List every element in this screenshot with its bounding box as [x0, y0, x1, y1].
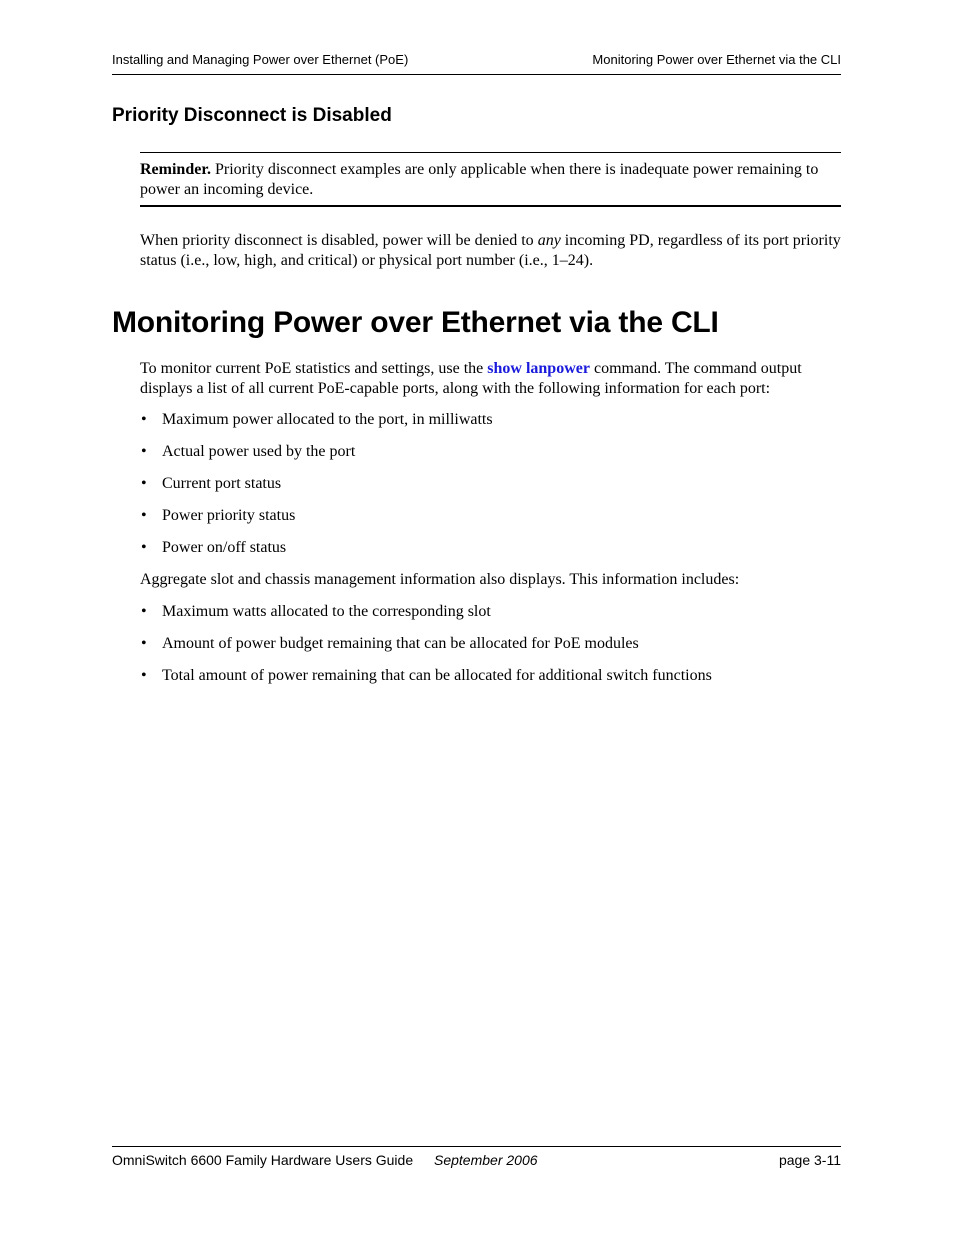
bullet-icon: •: [141, 667, 147, 684]
list-item: [140, 538, 841, 570]
paragraph-emphasis: any: [537, 232, 561, 249]
bullet-icon: •: [141, 603, 147, 620]
footer-date: September 2006: [434, 1152, 538, 1168]
monitoring-intro-paragraph: [140, 359, 841, 398]
list-item: [140, 666, 841, 698]
paragraph-text: When priority disconnect is disabled, power will be denied to: [140, 232, 538, 249]
running-header: [112, 52, 841, 75]
paragraph-text: incoming PD, regardless of its port priority status (i.e., low, high, and critical) or physical port number (i.e., 1–24).: [140, 232, 841, 269]
running-footer: [112, 1146, 841, 1177]
list-item-text: Amount of power budget remaining that can be allocated for PoE modules: [162, 635, 639, 652]
header-chapter-title: Installing and Managing Power over Ethernet (PoE): [112, 52, 409, 67]
bullet-icon: •: [141, 443, 147, 460]
list-item-text: Maximum watts allocated to the corresponding slot: [162, 603, 491, 620]
footer-guide-title: OmniSwitch 6600 Family Hardware Users Guide: [112, 1152, 414, 1168]
section-heading-priority-disconnect: Priority Disconnect is Disabled: [112, 105, 392, 126]
main-heading-monitoring-poe: Monitoring Power over Ethernet via the CLI: [112, 306, 719, 339]
list-item-text: Total amount of power remaining that can be allocated for additional switch functions: [162, 667, 712, 684]
list-item-text: Power priority status: [162, 507, 296, 524]
priority-disconnect-paragraph: [140, 231, 841, 270]
bullet-icon: •: [141, 539, 147, 556]
bullet-icon: •: [141, 411, 147, 428]
paragraph-text: To monitor current PoE statistics and settings, use the: [140, 360, 488, 377]
list-item-text: Actual power used by the port: [162, 443, 356, 460]
list-item-text: Current port status: [162, 475, 282, 492]
list-item-text: Power on/off status: [162, 539, 287, 556]
reminder-label: Reminder.: [140, 161, 211, 178]
list-item: [140, 474, 841, 506]
aggregate-info-list: [140, 602, 841, 698]
footer-page-number: page 3-11: [778, 1152, 841, 1168]
paragraph-text: command. The command output displays a list of all current PoE-capable ports, along with the following information for each port:: [140, 360, 802, 397]
list-item-text: Maximum power allocated to the port, in milliwatts: [162, 411, 493, 428]
port-info-list: [140, 410, 841, 570]
show-lanpower-command-link[interactable]: show lanpower: [487, 360, 590, 377]
aggregate-info-paragraph: Aggregate slot and chassis management information also displays. This information includes:: [140, 571, 740, 588]
bullet-icon: •: [141, 635, 147, 652]
list-item: [140, 602, 841, 634]
list-item: [140, 506, 841, 538]
list-item: [140, 634, 841, 666]
list-item: [140, 442, 841, 474]
reminder-note: [140, 152, 841, 207]
bullet-icon: •: [141, 507, 147, 524]
reminder-text: Priority disconnect examples are only applicable when there is inadequate power remaining to power an incoming device.: [140, 161, 819, 198]
header-section-title: Monitoring Power over Ethernet via the CLI: [592, 52, 841, 67]
bullet-icon: •: [141, 475, 147, 492]
list-item: [140, 410, 841, 442]
